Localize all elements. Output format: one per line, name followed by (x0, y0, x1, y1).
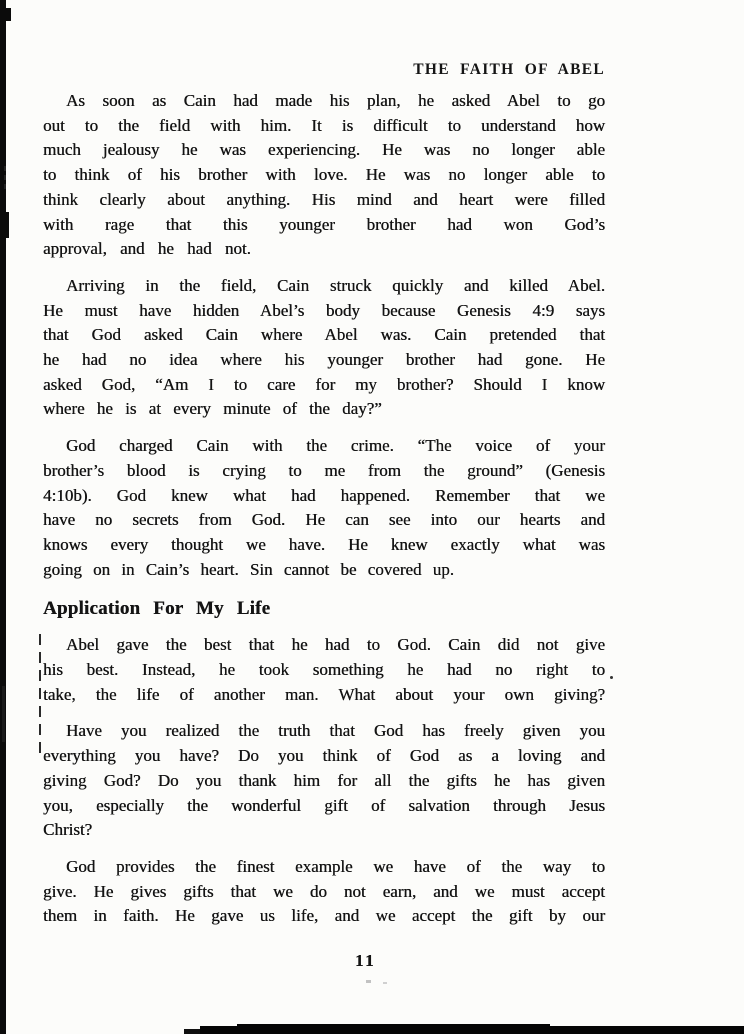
text-column (43, 0, 605, 941)
running-head-title: THE FAITH OF ABEL (413, 61, 605, 78)
text-line: give. He gives gifts that we do not earn, and we must accept (43, 881, 605, 901)
text-line: Have you realized the truth that God has freely given you (66, 721, 605, 741)
text-line: approval, and he had not. (43, 239, 251, 259)
text-line: them in faith. He gave us life, and we accept the gift by our (43, 906, 605, 926)
text-line: everything you have? Do you think of God as a loving and (43, 746, 605, 766)
text-line: he had no idea where his younger brother had gone. He (43, 350, 605, 370)
scan-speck (610, 676, 613, 679)
text-line: think clearly about anything. His mind and heart were filled (43, 189, 605, 209)
scan-edge-notch (0, 8, 11, 21)
text-line: Arriving in the field, Cain struck quickly and killed Abel. (66, 275, 605, 295)
text-line: take, the life of another man. What about your own giving? (43, 684, 605, 704)
text-line: going on in Cain’s heart. Sin cannot be covered up. (43, 559, 454, 579)
scan-margin-mark (4, 166, 6, 190)
text-line: God provides the finest example we have of the way to (66, 856, 605, 876)
text-line: knows every thought we have. He knew exactly what was (43, 534, 605, 554)
paragraph (43, 434, 605, 582)
text-line: much jealousy he was experiencing. He was no longer able (43, 140, 605, 160)
text-line: have no secrets from God. He can see into our hearts and (43, 510, 605, 530)
text-line: As soon as Cain had made his plan, he asked Abel to go (66, 91, 605, 110)
text-line: his best. Instead, he took something he had no right to (43, 660, 605, 680)
scan-margin-mark (2, 686, 5, 742)
text-line: Christ? (43, 820, 93, 840)
scan-margin-mark (1, 292, 3, 308)
text-line: out to the field with him. It is difficult to understand how (43, 115, 605, 135)
text-line: Abel gave the best that he had to God. Cain did not give (66, 635, 605, 655)
paragraph (43, 633, 605, 707)
text-line: where he is at every minute of the day?” (43, 399, 382, 419)
page-number: 11 (355, 951, 377, 970)
section-heading: Application For My Life (43, 598, 271, 620)
scan-pencil-dash-line (39, 634, 41, 756)
body-text (43, 89, 605, 929)
text-line: brother’s blood is crying to me from the ground” (Genesis (43, 460, 605, 480)
text-line: to think of his brother with love. He was no longer able to (43, 165, 605, 185)
text-line: that God asked Cain where Abel was. Cain pretended that (43, 325, 605, 345)
paragraph (43, 855, 605, 929)
paragraph (43, 274, 605, 422)
text-line: 4:10b). God knew what had happened. Remember that we (43, 485, 605, 505)
text-line: He must have hidden Abel’s body because Genesis 4:9 says (43, 300, 605, 320)
scan-bottom-bar-thick (237, 1024, 550, 1034)
scan-margin-mark (1, 550, 4, 563)
text-line: with rage that this younger brother had won God’s (43, 214, 605, 234)
scan-edge-bump (0, 212, 9, 238)
paragraph (43, 89, 605, 262)
paragraph (43, 719, 605, 843)
text-line: you, especially the wonderful gift of salvation through Jesus (43, 795, 605, 815)
text-line: giving God? Do you thank him for all the gifts he has given (43, 770, 605, 790)
text-line: asked God, “Am I to care for my brother? Should I know (43, 374, 605, 394)
scan-speck (383, 982, 387, 984)
scan-margin-mark (2, 750, 4, 763)
text-line: God charged Cain with the crime. “The voice of your (66, 436, 605, 456)
scan-speck (366, 980, 371, 983)
scan-margin-mark (3, 149, 6, 158)
